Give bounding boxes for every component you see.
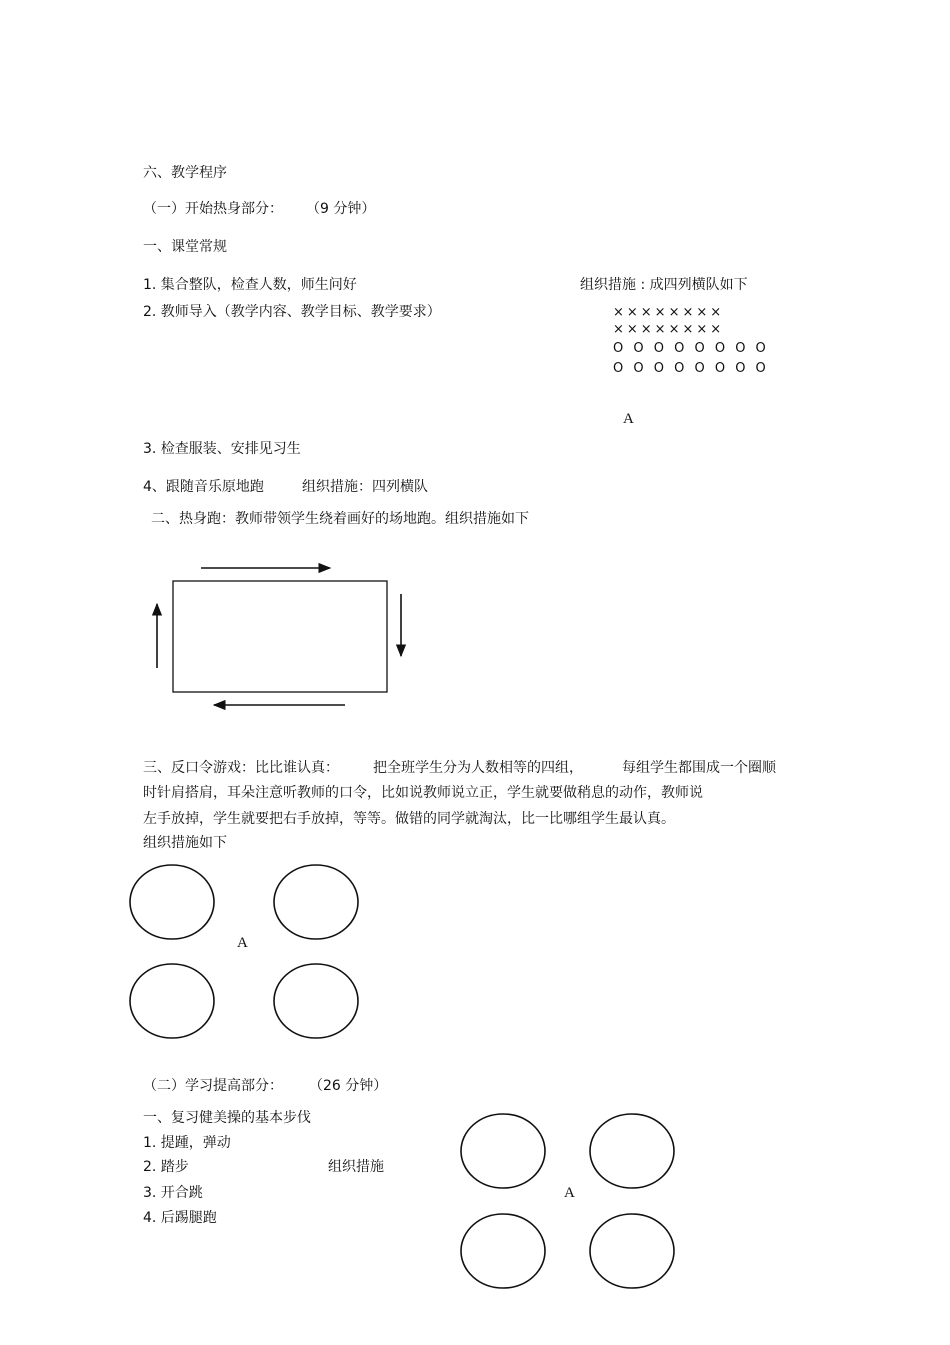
game-desc-b: 每组学生都围成一个圈顺 bbox=[622, 760, 776, 776]
game-teacher-marker: A bbox=[237, 935, 248, 951]
step-circle-3 bbox=[461, 1214, 545, 1288]
game-title: 三、反口令游戏：比比谁认真： bbox=[143, 760, 339, 776]
item-2: 2. 教师导入（教学内容、教学目标、教学要求） bbox=[143, 304, 441, 320]
step-3: 3. 开合跳 bbox=[143, 1185, 203, 1201]
game-line-2: 时针肩搭肩，耳朵注意听教师的口令，比如说教师说立正，学生就要做稍息的动作，教师说 bbox=[143, 785, 703, 801]
item-4: 4、跟随音乐原地跑 bbox=[143, 479, 264, 495]
step-circle-1 bbox=[461, 1114, 545, 1188]
step-circle-2 bbox=[590, 1114, 674, 1188]
step-1: 1. 提踵，弹动 bbox=[143, 1135, 231, 1151]
part2-heading: （二）学习提高部分： bbox=[143, 1078, 283, 1094]
section-title: 六、教学程序 bbox=[143, 165, 227, 181]
routine-title: 一、课堂常规 bbox=[143, 239, 227, 255]
item-1: 1. 集合整队，检查人数，师生问好 bbox=[143, 277, 357, 293]
part1-heading: （一）开始热身部分： bbox=[143, 201, 283, 217]
formation-row-2: ×××××××× bbox=[613, 322, 725, 337]
warmup-run-text: 二、热身跑：教师带领学生绕着画好的场地跑。组织措施如下 bbox=[151, 511, 529, 527]
step-2: 2. 踏步 bbox=[143, 1159, 189, 1175]
game-org-label: 组织措施如下 bbox=[143, 835, 227, 851]
formation-row-1: ×××××××× bbox=[613, 305, 725, 320]
formation-teacher-marker: A bbox=[623, 411, 634, 427]
part2-org-label: 组织措施 bbox=[328, 1159, 384, 1175]
formation-row-4: O O O O O O O O bbox=[613, 361, 769, 376]
part1-duration: （9 分钟） bbox=[306, 201, 376, 217]
formation-org-label: 组织措施 : 成四列横队如下 bbox=[580, 277, 748, 293]
step-circle-4 bbox=[590, 1214, 674, 1288]
review-title: 一、复习健美操的基本步伐 bbox=[143, 1110, 311, 1126]
item-4-org: 组织措施：四列横队 bbox=[302, 479, 428, 495]
step-4: 4. 后踢腿跑 bbox=[143, 1210, 217, 1226]
steps-teacher-marker: A bbox=[564, 1185, 575, 1201]
game-line-3: 左手放掉，学生就要把右手放掉，等等。做错的同学就淘汰，比一比哪组学生最认真。 bbox=[143, 811, 675, 827]
formation-row-3: O O O O O O O O bbox=[613, 341, 769, 356]
item-3: 3. 检查服装、安排见习生 bbox=[143, 441, 301, 457]
part2-duration: （26 分钟） bbox=[309, 1078, 388, 1094]
game-desc-a: 把全班学生分为人数相等的四组， bbox=[373, 760, 583, 776]
